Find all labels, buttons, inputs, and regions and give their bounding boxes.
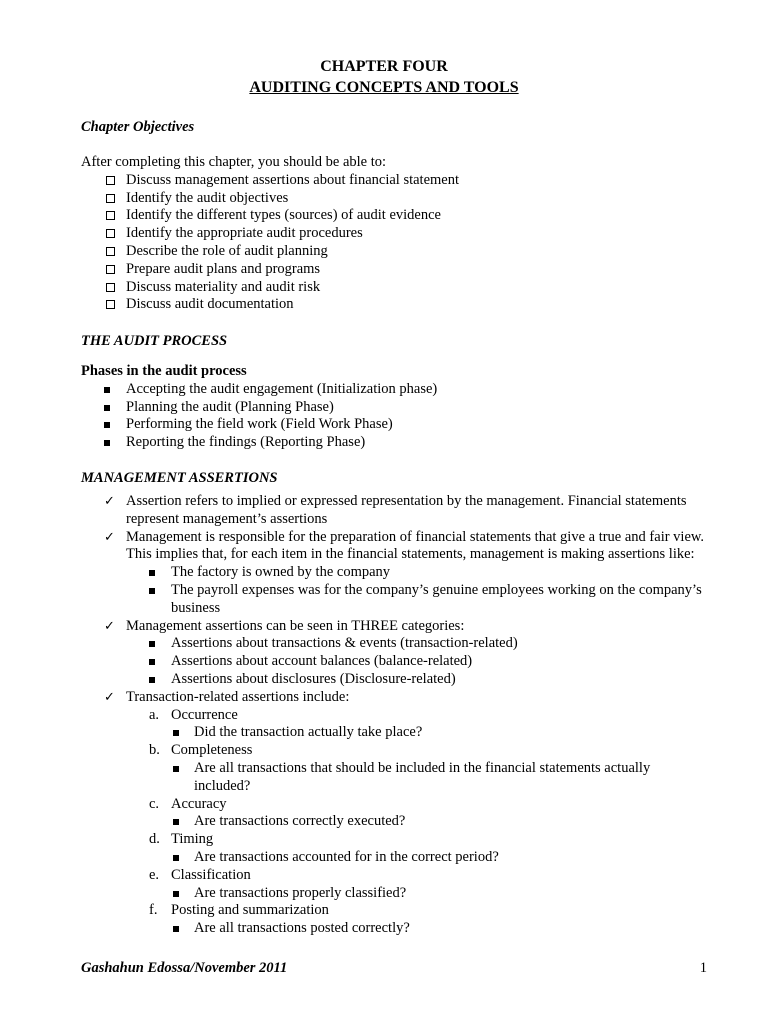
list-item: Are transactions properly classified? bbox=[171, 885, 707, 903]
audit-process-section bbox=[81, 363, 701, 452]
list-item: c. Accuracy Are transactions correctly executed? bbox=[126, 796, 707, 832]
checkbox-square-icon bbox=[106, 194, 115, 203]
assertions-heading: MANAGEMENT ASSERTIONS bbox=[81, 470, 278, 486]
assertion-categories bbox=[126, 635, 707, 688]
list-item: The factory is owned by the company bbox=[126, 564, 707, 582]
list-item: Identify the audit objectives bbox=[81, 190, 701, 208]
list-item: Are transactions correctly executed? bbox=[171, 813, 707, 831]
list-item: Are all transactions that should be included in the financial statements actually included? bbox=[171, 760, 707, 796]
checkmark-icon: ✓ bbox=[104, 529, 115, 545]
list-item: Reporting the findings (Reporting Phase) bbox=[81, 434, 701, 452]
list-item: ✓ Transaction-related assertions include: a. Occurrence Did the transaction actually take place? b. Completeness Are all transactions that should be included in the financial statements actually included? c. Accuracy Are transactions correctly executed? d. Timing Are transactions accounted for in the correct period? e. Classification Are transactions properly classified? f. Posting and summarization Are all transactions posted correctly? bbox=[81, 689, 707, 938]
checkbox-square-icon bbox=[106, 300, 115, 309]
sub-list bbox=[171, 849, 707, 867]
list-item: Performing the field work (Field Work Phase) bbox=[81, 416, 701, 434]
list-item: Did the transaction actually take place? bbox=[171, 724, 707, 742]
assertion-examples bbox=[126, 564, 707, 617]
chapter-number: CHAPTER FOUR bbox=[320, 58, 448, 75]
list-item: Planning the audit (Planning Phase) bbox=[81, 399, 701, 417]
list-item: Assertions about disclosures (Disclosure-related) bbox=[126, 671, 707, 689]
square-bullet-icon bbox=[104, 422, 110, 428]
checkbox-square-icon bbox=[106, 229, 115, 238]
checkmark-icon: ✓ bbox=[104, 618, 115, 634]
assertions-list bbox=[81, 493, 707, 938]
objectives-section bbox=[81, 154, 701, 314]
square-bullet-icon bbox=[149, 659, 155, 665]
checkmark-icon: ✓ bbox=[104, 494, 115, 509]
list-item: Describe the role of audit planning bbox=[81, 243, 701, 261]
objectives-list bbox=[81, 172, 701, 314]
square-bullet-icon bbox=[149, 677, 155, 683]
list-item: Assertions about account balances (balance-related) bbox=[126, 653, 707, 671]
sub-list bbox=[171, 813, 707, 831]
phases-subheading: Phases in the audit process bbox=[81, 363, 247, 379]
list-item: ✓ Management is responsible for the preparation of financial statements that give a true and fair view. This implies that, for each item in the financial statements, management is making assertions like: The factory is owned by the company The payroll expenses was for the company’s genuine employees working on the company’s business bbox=[81, 529, 707, 618]
square-bullet-icon bbox=[149, 570, 155, 576]
list-item: ✓ Assertion refers to implied or expressed representation by the management. Financial statements represent management’s assertions bbox=[104, 493, 687, 527]
footer-author: Gashahun Edossa/November 2011 bbox=[81, 960, 288, 976]
square-bullet-icon bbox=[149, 641, 155, 647]
list-item: Are transactions accounted for in the correct period? bbox=[171, 849, 707, 867]
assertions-section bbox=[81, 493, 707, 938]
square-bullet-icon bbox=[173, 926, 179, 932]
sub-list bbox=[171, 885, 707, 903]
objectives-intro: After completing this chapter, you should be able to: bbox=[81, 154, 387, 170]
sub-list bbox=[171, 724, 707, 742]
list-item: Discuss management assertions about financial statement bbox=[81, 172, 701, 190]
square-bullet-icon bbox=[173, 891, 179, 897]
checkbox-square-icon bbox=[106, 265, 115, 274]
checkbox-square-icon bbox=[106, 283, 115, 292]
sub-list bbox=[171, 920, 707, 938]
list-item: b. Completeness Are all transactions that should be included in the financial statements actually included? bbox=[126, 742, 707, 795]
list-item: Are all transactions posted correctly? bbox=[171, 920, 707, 938]
chapter-title: AUDITING CONCEPTS AND TOOLS bbox=[249, 79, 519, 96]
checkbox-square-icon bbox=[106, 247, 115, 256]
list-item: e. Classification Are transactions properly classified? bbox=[126, 867, 707, 903]
page-footer bbox=[81, 960, 707, 978]
list-item: Prepare audit plans and programs bbox=[81, 261, 701, 279]
square-bullet-icon bbox=[173, 730, 179, 736]
square-bullet-icon bbox=[104, 440, 110, 446]
list-item: d. Timing Are transactions accounted for in the correct period? bbox=[126, 831, 707, 867]
list-item: a. Occurrence Did the transaction actually take place? bbox=[126, 707, 707, 743]
square-bullet-icon bbox=[104, 405, 110, 411]
page-number: 1 bbox=[699, 960, 707, 976]
audit-process-heading: THE AUDIT PROCESS bbox=[81, 333, 228, 349]
square-bullet-icon bbox=[104, 387, 110, 393]
list-item: Identify the appropriate audit procedures bbox=[81, 225, 701, 243]
list-item: Assertions about transactions & events (transaction-related) bbox=[126, 635, 707, 653]
list-item: Accepting the audit engagement (Initialization phase) bbox=[81, 381, 701, 399]
list-item: Discuss materiality and audit risk bbox=[81, 279, 701, 297]
checkmark-icon: ✓ bbox=[104, 689, 115, 705]
transaction-assertions-list bbox=[126, 707, 707, 938]
list-item: ✓ Management assertions can be seen in THREE categories: Assertions about transactions & events (transaction-related) Assertions about account balances (balance-related) Assertions about disclosures (Disclosure-related) bbox=[81, 618, 707, 689]
list-item: Discuss audit documentation bbox=[81, 296, 701, 314]
list-item: Identify the different types (sources) of audit evidence bbox=[81, 207, 701, 225]
checkbox-square-icon bbox=[106, 211, 115, 220]
list-item: f. Posting and summarization Are all transactions posted correctly? bbox=[126, 902, 707, 938]
sub-list bbox=[171, 760, 707, 796]
objectives-heading: Chapter Objectives bbox=[81, 119, 195, 135]
square-bullet-icon bbox=[149, 588, 155, 594]
phases-list bbox=[81, 381, 701, 452]
checkbox-square-icon bbox=[106, 176, 115, 185]
square-bullet-icon bbox=[173, 819, 179, 825]
square-bullet-icon bbox=[173, 855, 179, 861]
square-bullet-icon bbox=[173, 766, 179, 772]
list-item: The payroll expenses was for the company’s genuine employees working on the company’s business bbox=[126, 582, 707, 618]
